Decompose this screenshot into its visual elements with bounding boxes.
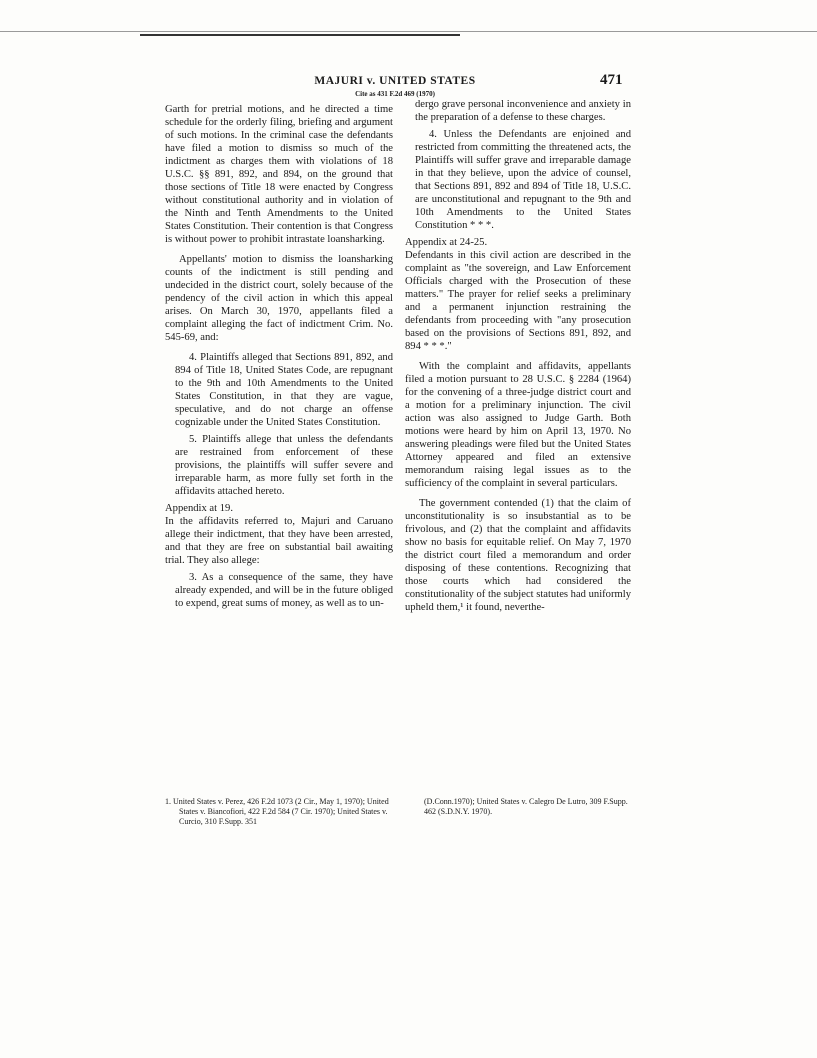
footnote-text: 1. United States v. Perez, 426 F.2d 1073 (2 Cir., May 1, 1970); United States v. Biancofiori, 422 F.2d 584 (7 Cir. 1970); United States v. Curcio, 310 F.Supp. 351 <box>165 797 389 826</box>
scan-edge-line <box>0 31 817 32</box>
paragraph: Appellants' motion to dismiss the loansharking counts of the indictment is still pending and undecided in the district court, solely because of the pendency of the civil action in which this appeal arises. On March 30, 1970, appellants filed a complaint alleging the fact of indictment Crim. No. 545-69, and: <box>165 254 393 343</box>
paragraph: In the affidavits referred to, Majuri and Caruano allege their indictment, that they have been arrested, and that they are free on substantial bail awaiting trial. They also allege: <box>165 516 393 566</box>
quoted-allegation: 4. Plaintiffs alleged that Sections 891, 892, and 894 of Title 18, United States Code, are repugnant to the 9th and 10th Amendments to the United States Constitution, in that they are vague, speculative, and do not charge an offense cognizable under the United States Constitution. <box>175 352 393 428</box>
paragraph: With the complaint and affidavits, appellants filed a motion pursuant to 28 U.S.C. § 2284 (1964) for the convening of a three-judge district court and a motion for a preliminary injunction. The civil action was also assigned to Judge Garth. Both motions were heard by him on April 13, 1970. No answering pleadings were filed but the United States Attorney appeared and filed an extensive memorandum raising legal issues as to the sufficiency of the complaint in several particulars. <box>405 361 631 489</box>
scan-edge-mark <box>140 34 460 36</box>
left-column <box>165 103 393 610</box>
quoted-allegation: 3. As a consequence of the same, they have already expended, and will be in the future obliged to expend, great sums of money, as well as to un- <box>175 572 393 609</box>
appendix-reference: Appendix at 24-25. <box>405 237 488 248</box>
paragraph: Garth for pretrial motions, and he directed a time schedule for the orderly filing, briefing and argument of such motions. In the criminal case the defendants have filed a motion to dismiss so much of the indictment as charges them with violations of 18 U.S.C. §§ 891, 892, and 894, on the ground that those sections of Title 18 were enacted by Congress without constitutional authority and in violation of the Ninth and Tenth Amendments to the United States Constitution. Their contention is that Congress is without power to prohibit intrastate loansharking. <box>165 104 393 245</box>
running-head-citation: Cite as 431 F.2d 469 (1970) <box>355 90 435 98</box>
running-head-title: MAJURI v. UNITED STATES <box>314 75 476 87</box>
footnote-text: (D.Conn.1970); United States v. Calegro De Lutro, 309 F.Supp. 462 (S.D.N.Y. 1970). <box>424 797 628 816</box>
footnote-right <box>424 797 634 817</box>
appendix-reference: Appendix at 19. <box>165 503 233 514</box>
paragraph: The government contended (1) that the claim of unconstitutionality is so insubstantial as to be frivolous, and (2) that the complaint and affidavits show no basis for equitable relief. On May 7, 1970 the district court filed a memorandum and order disposing of these contentions. Recognizing that those courts which had considered the constitutionality of the subject statutes had uniformly upheld them,¹ it found, neverthe- <box>405 498 631 613</box>
quoted-allegation-continued: dergo grave personal inconvenience and anxiety in the preparation of a defense to these charges. <box>415 99 631 123</box>
quoted-allegation: 5. Plaintiffs allege that unless the defendants are restrained from enforcement of these provisions, the plaintiffs will suffer severe and irreparable harm, as more fully set forth in the affidavits attached hereto. <box>175 434 393 497</box>
page-number: 471 <box>600 72 623 88</box>
right-column <box>405 98 631 614</box>
footnote-left <box>165 797 390 827</box>
paragraph: Defendants in this civil action are described in the complaint as "the sovereign, and Law Enforcement Officials charged with the Prosecution of these matters." The prayer for relief seeks a preliminary and a permanent injunction restraining the defendants from proceeding with "any prosecution based on the provisions of Sections 891, 892, and 894 * * *." <box>405 250 631 352</box>
quoted-allegation: 4. Unless the Defendants are enjoined and restricted from committing the threatened acts, the Plaintiffs will suffer grave and irreparable damage in that they believe, upon the advice of counsel, that Sections 891, 892 and 894 of Title 18, U.S.C. are unconstitutional and repugnant to the 9th and 10th Amendments to the United States Constitution * * *. <box>415 129 631 231</box>
